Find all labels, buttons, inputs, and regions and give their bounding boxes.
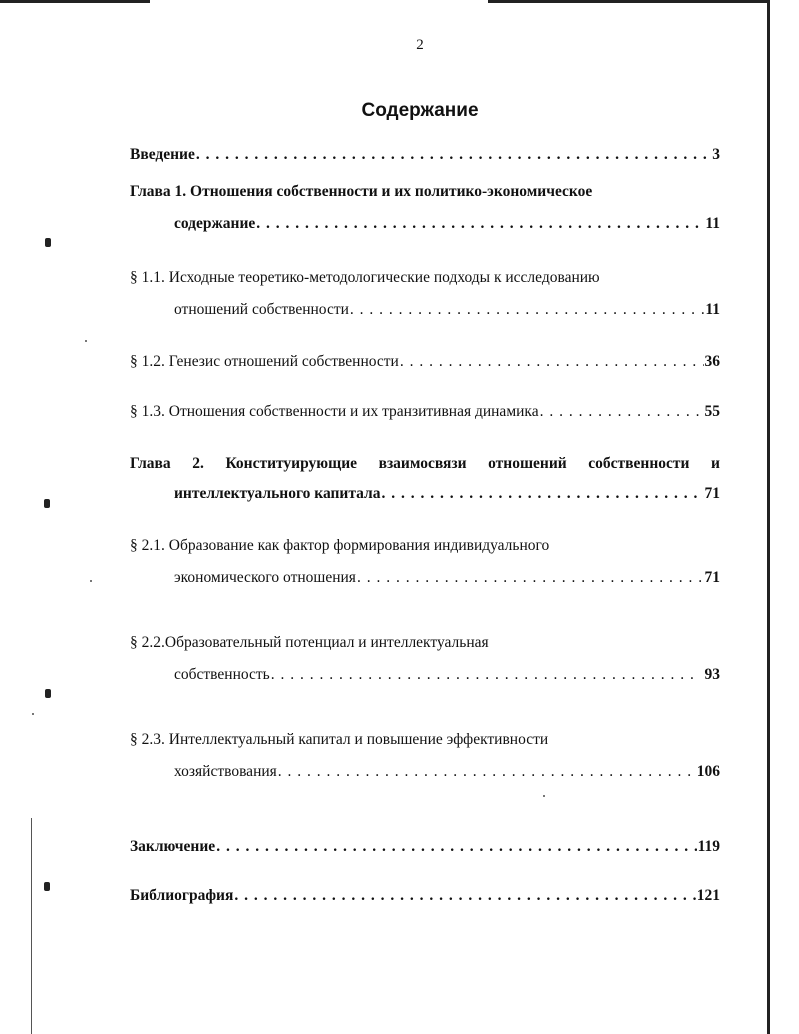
toc-entry-conclusion[interactable] bbox=[130, 838, 720, 856]
toc-label: Заключение bbox=[130, 838, 216, 855]
toc-page-number: 119 bbox=[697, 838, 720, 855]
dot-leader bbox=[234, 887, 695, 905]
scan-edge-right bbox=[767, 0, 770, 1034]
dot-leader bbox=[400, 353, 704, 371]
scan-speck bbox=[543, 795, 545, 797]
toc-entry-section-2-3[interactable] bbox=[130, 731, 720, 781]
page-number: 2 bbox=[416, 37, 424, 53]
dot-leader bbox=[256, 215, 704, 233]
binding-hole-mark bbox=[45, 238, 51, 247]
toc-word: взаимосвязи bbox=[378, 455, 467, 472]
scan-edge-left bbox=[31, 818, 32, 1034]
toc-label: § 1.1. Исходные теоретико-методологические подходы к исследованию bbox=[130, 269, 600, 286]
toc-entry-introduction[interactable] bbox=[130, 146, 720, 164]
toc-label: § 2.1. Образование как фактор формирования индивидуального bbox=[130, 537, 550, 554]
toc-entry-chapter-2[interactable] bbox=[130, 455, 720, 503]
scan-speck bbox=[90, 580, 92, 582]
toc-entry-section-2-2[interactable] bbox=[130, 634, 720, 684]
scan-edge-top-left bbox=[0, 0, 150, 3]
dot-leader bbox=[216, 838, 696, 856]
scan-edge-top-right bbox=[488, 0, 770, 3]
toc-entry-bibliography[interactable] bbox=[130, 887, 720, 905]
toc-page-number: 71 bbox=[704, 485, 720, 502]
dot-leader bbox=[540, 403, 704, 421]
toc-label-continued: отношений собственности bbox=[174, 301, 349, 318]
scan-speck bbox=[32, 713, 34, 715]
toc-page-number: 3 bbox=[712, 146, 720, 163]
toc-label-continued: хозяйствования bbox=[174, 763, 277, 780]
toc-label: Библиография bbox=[130, 887, 234, 904]
toc-page-number: 11 bbox=[705, 301, 720, 318]
toc-entry-section-1-2[interactable] bbox=[130, 353, 720, 371]
toc-word: собственности bbox=[588, 455, 690, 472]
toc-label-continued: интеллектуального капитала bbox=[174, 485, 381, 502]
toc-word: Конституирующие bbox=[225, 455, 358, 472]
page-title: Содержание bbox=[361, 100, 479, 121]
dot-leader bbox=[350, 301, 704, 319]
toc-page-number: 93 bbox=[704, 666, 720, 683]
toc-page-number: 36 bbox=[704, 353, 720, 370]
toc-label: § 1.3. Отношения собственности и их транзитивная динамика bbox=[130, 403, 539, 420]
toc-label: Введение bbox=[130, 146, 195, 163]
toc-entry-chapter-1[interactable] bbox=[130, 183, 720, 233]
toc-page-number: 121 bbox=[696, 887, 720, 904]
toc-label: § 2.2.Образовательный потенциал и интеллектуальная bbox=[130, 634, 489, 651]
binding-hole-mark bbox=[44, 882, 50, 891]
toc-page-number: 71 bbox=[704, 569, 720, 586]
toc-page-number: 106 bbox=[696, 763, 720, 780]
toc-page-number: 11 bbox=[705, 215, 720, 232]
toc-label-continued: собственность bbox=[174, 666, 270, 683]
dot-leader bbox=[271, 666, 696, 684]
toc-label: Глава 1. Отношения собственности и их политико-экономическое bbox=[130, 183, 593, 200]
dot-leader bbox=[196, 146, 711, 164]
dot-leader bbox=[278, 763, 696, 781]
toc-entry-section-2-1[interactable] bbox=[130, 537, 720, 587]
binding-hole-mark bbox=[44, 499, 50, 508]
toc-word: Глава bbox=[130, 455, 171, 472]
toc-label-continued: содержание bbox=[174, 215, 256, 232]
toc-label bbox=[130, 455, 720, 473]
dot-leader bbox=[357, 569, 704, 587]
toc-entry-section-1-3[interactable] bbox=[130, 403, 720, 421]
toc-word: и bbox=[711, 455, 720, 472]
binding-hole-mark bbox=[45, 689, 51, 698]
toc-page-number: 55 bbox=[704, 403, 720, 420]
toc-entry-section-1-1[interactable] bbox=[130, 269, 720, 319]
toc-label: § 1.2. Генезис отношений собственности bbox=[130, 353, 399, 370]
toc-word: отношений bbox=[488, 455, 567, 472]
toc-word: 2. bbox=[192, 455, 204, 472]
toc-label-continued: экономического отношения bbox=[174, 569, 356, 586]
dot-leader bbox=[382, 485, 704, 503]
toc-label: § 2.3. Интеллектуальный капитал и повышение эффективности bbox=[130, 731, 549, 748]
scan-speck bbox=[85, 340, 87, 342]
